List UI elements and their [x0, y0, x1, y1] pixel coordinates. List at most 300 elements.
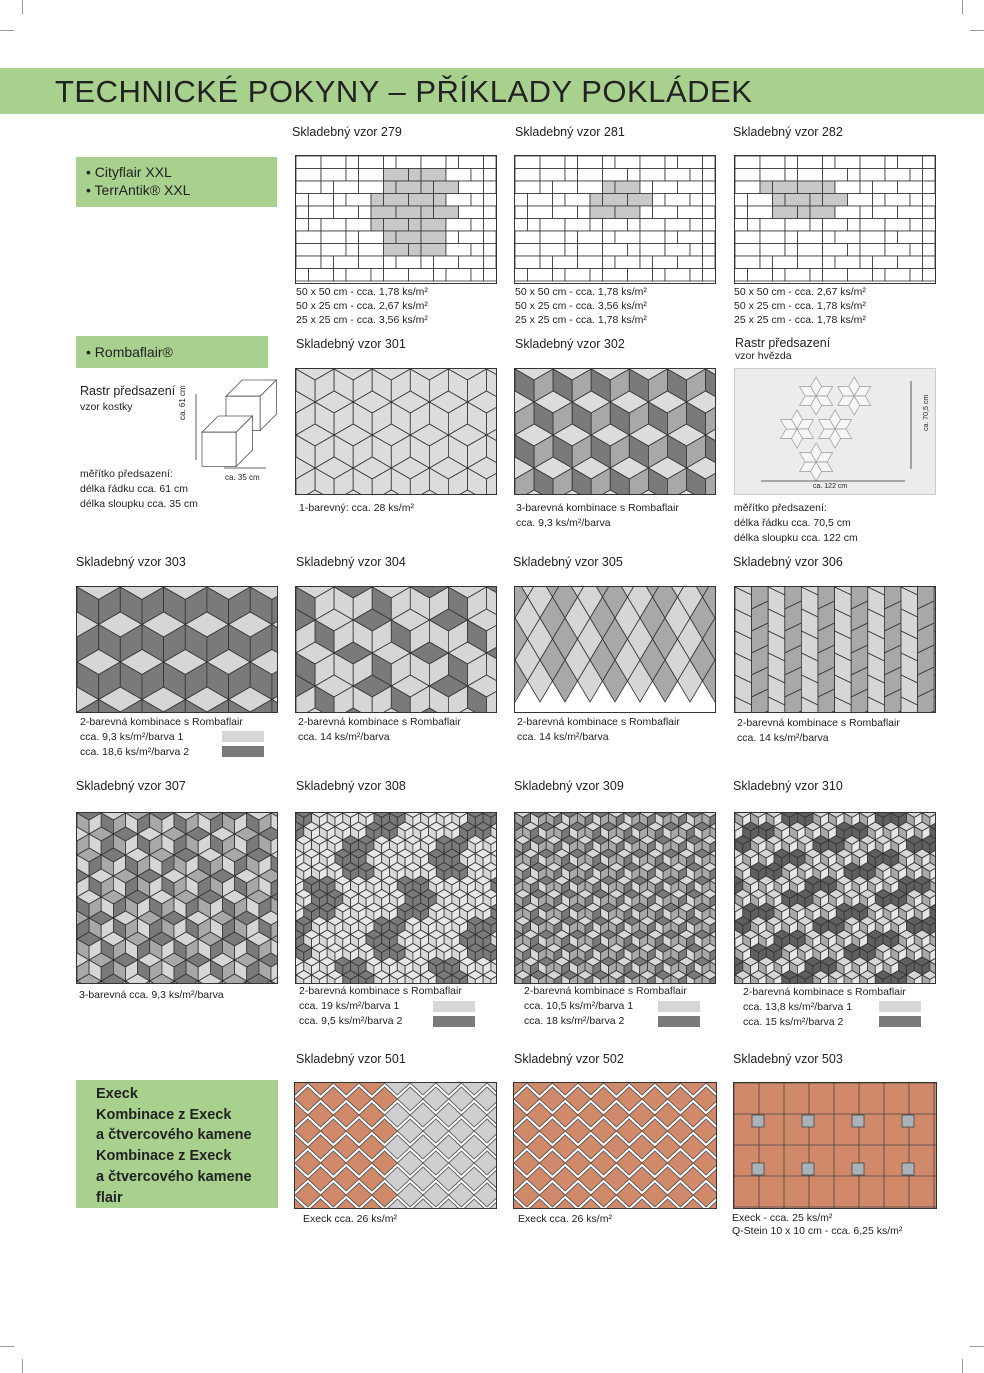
q-stein-tile: [752, 1163, 764, 1175]
pattern-info: [296, 285, 428, 327]
group-item: flair: [96, 1189, 123, 1206]
tile: [565, 169, 578, 182]
tile: [735, 269, 748, 282]
tile: [384, 181, 397, 194]
tile: [603, 169, 628, 182]
tile: [384, 231, 397, 244]
tile: [923, 244, 936, 257]
info-line: 50 x 25 cm - cca. 3,56 ks/m²: [515, 300, 647, 312]
pattern-303: [76, 586, 278, 713]
pattern-label: Skladebný vzor 302: [515, 337, 625, 351]
tile: [640, 156, 665, 169]
cube-label: Rastr předsazení: [80, 384, 176, 398]
info-line: 25 x 25 cm - cca. 3,56 ks/m²: [296, 314, 428, 326]
q-stein-tile: [902, 1163, 914, 1175]
tile: [334, 269, 347, 282]
tile: [515, 169, 540, 182]
color-swatch-dark: [433, 1016, 475, 1027]
tile: [321, 219, 346, 232]
tile: [359, 206, 372, 219]
tile: [885, 231, 898, 244]
tile: [359, 244, 384, 257]
tile: [665, 244, 690, 257]
tile: [665, 219, 690, 232]
tile: [640, 219, 665, 232]
tile: [484, 269, 497, 282]
pattern-308: [295, 812, 497, 984]
tile: [334, 256, 359, 269]
tile: [384, 256, 397, 269]
tile: [515, 181, 540, 194]
tile: [848, 219, 861, 232]
tile: [384, 194, 409, 207]
info-line: délka řádku cca. 61 cm: [80, 483, 188, 495]
tile: [515, 156, 540, 169]
tile: [346, 194, 371, 207]
tile: [735, 181, 760, 194]
tile: [748, 219, 761, 232]
tile: [434, 194, 447, 207]
pattern-502: [513, 1082, 717, 1209]
tile: [321, 231, 346, 244]
tile: [665, 169, 690, 182]
tile: [898, 206, 923, 219]
page-title: TECHNICKÉ POKYNY – PŘÍKLADY POKLÁDEK: [55, 74, 753, 109]
tile: [296, 231, 321, 244]
tile: [615, 231, 640, 244]
tile: [798, 244, 823, 257]
tile: [371, 269, 384, 282]
tile: [590, 269, 603, 282]
info-line: Q-Stein 10 x 10 cm - cca. 6,25 ks/m²: [732, 1225, 903, 1237]
pattern-503: [733, 1082, 937, 1209]
tile: [565, 156, 578, 169]
tile: [860, 219, 885, 232]
tile: [848, 194, 873, 207]
pattern-info: [734, 285, 866, 327]
tile: [484, 156, 497, 169]
tile: [735, 231, 760, 244]
tile: [359, 256, 384, 269]
info-line: cca. 19 ks/m²/barva 1: [299, 1000, 400, 1012]
tile: [346, 156, 359, 169]
tile: [898, 181, 923, 194]
color-swatch-dark: [222, 746, 264, 757]
tile: [835, 256, 860, 269]
tile: [678, 181, 703, 194]
tile: [603, 181, 616, 194]
tile: [540, 169, 565, 182]
tile: [690, 244, 703, 257]
info-line: Execk - cca. 25 ks/m²: [732, 1212, 833, 1224]
tile: [703, 156, 716, 169]
pattern-label: Rastr předsazení: [735, 336, 831, 350]
pattern-label: Skladebný vzor 301: [296, 337, 406, 351]
tile: [421, 219, 446, 232]
pattern-label: Skladebný vzor 281: [515, 125, 625, 139]
tile: [703, 244, 716, 257]
group-box-cityflair: [76, 157, 277, 207]
crop-mark: [962, 1359, 963, 1373]
tile: [484, 194, 497, 207]
tile: [798, 169, 823, 182]
tile: [773, 206, 798, 219]
tile: [860, 256, 873, 269]
tile: [665, 194, 690, 207]
info-line: cca. 14 ks/m²/barva: [517, 731, 609, 743]
tile: [810, 206, 835, 219]
tile: [578, 206, 591, 219]
tile: [553, 269, 566, 282]
pattern-sublabel: vzor hvězda: [735, 350, 792, 362]
tile: [760, 244, 785, 257]
tile: [396, 231, 421, 244]
tile: [823, 219, 848, 232]
tile: [910, 219, 923, 232]
tile: [371, 219, 384, 232]
info-line: cca. 15 ks/m²/barva 2: [743, 1016, 844, 1028]
group-item: • Cityflair XXL: [86, 164, 172, 180]
pattern-label: Skladebný vzor 307: [76, 779, 186, 793]
tile: [873, 181, 898, 194]
crop-mark: [0, 1346, 14, 1347]
pattern-309: [514, 812, 716, 984]
tile: [678, 156, 703, 169]
tile: [421, 169, 446, 182]
tile: [885, 244, 910, 257]
tile: [690, 194, 703, 207]
tile: [628, 269, 653, 282]
pattern-label: Skladebný vzor 306: [733, 555, 843, 569]
tile: [409, 244, 422, 257]
tile: [773, 269, 786, 282]
tile: [421, 231, 446, 244]
tile: [578, 181, 603, 194]
tile: [346, 269, 371, 282]
q-stein-tile: [802, 1115, 814, 1127]
pattern-star: [734, 368, 936, 495]
tile: [653, 256, 678, 269]
tile: [615, 181, 640, 194]
tile: [885, 219, 910, 232]
q-stein-tile: [852, 1163, 864, 1175]
tile: [446, 194, 471, 207]
tile: [848, 169, 861, 182]
tile: [615, 206, 640, 219]
tile: [446, 169, 471, 182]
tile: [396, 156, 421, 169]
tile: [434, 269, 447, 282]
tile: [484, 244, 497, 257]
tile: [885, 156, 898, 169]
tile: [346, 231, 359, 244]
tile: [434, 206, 459, 219]
tile: [785, 219, 810, 232]
tile: [823, 194, 848, 207]
tile: [309, 219, 322, 232]
tile: [321, 181, 334, 194]
tile: [296, 169, 321, 182]
cube-info: [80, 467, 198, 512]
tile: [760, 219, 785, 232]
tile: [823, 231, 836, 244]
tile: [540, 256, 553, 269]
tile: [810, 269, 823, 282]
tile: [421, 181, 434, 194]
tile: [703, 169, 716, 182]
tile: [459, 156, 484, 169]
tile: [296, 219, 309, 232]
tile: [860, 169, 885, 182]
tile: [910, 169, 923, 182]
tile: [590, 219, 603, 232]
tile: [860, 231, 885, 244]
tile: [703, 256, 716, 269]
tile: [515, 206, 528, 219]
crop-mark: [970, 1346, 984, 1347]
crop-mark: [962, 0, 963, 14]
info-line: cca. 14 ks/m²/barva: [737, 732, 829, 744]
pattern-bg: [734, 1083, 936, 1208]
tile: [628, 244, 641, 257]
cube-dim-vertical: ca. 61 cm: [178, 385, 187, 420]
pattern-label: Skladebný vzor 305: [513, 555, 623, 569]
tile: [910, 194, 923, 207]
pattern-info: [732, 1212, 902, 1238]
tile: [748, 206, 773, 219]
tile: [421, 156, 446, 169]
info-line: 2-barevná kombinace s Rombaflair: [743, 986, 906, 998]
tile: [603, 219, 628, 232]
tile: [773, 181, 798, 194]
star-dim-vertical: ca. 70,5 cm: [923, 394, 930, 431]
tile: [798, 181, 823, 194]
tile: [760, 169, 785, 182]
tile: [603, 256, 616, 269]
info-line: cca. 13,8 ks/m²/barva 1: [743, 1001, 853, 1013]
pattern-310: [734, 812, 936, 984]
tile: [346, 169, 359, 182]
tile: [515, 194, 528, 207]
group-item: • Rombaflair®: [86, 344, 173, 360]
tile: [540, 181, 553, 194]
tile: [873, 256, 898, 269]
tile: [603, 269, 628, 282]
tile: [810, 194, 823, 207]
tile: [471, 169, 484, 182]
pattern-301: [295, 368, 497, 495]
tile: [359, 181, 384, 194]
tile: [665, 156, 678, 169]
info-line: 3-barevná kombinace s Rombaflair: [516, 502, 679, 514]
tile: [835, 231, 860, 244]
tile: [910, 269, 923, 282]
tile: [371, 206, 396, 219]
group-item: Execk: [96, 1086, 138, 1102]
tile: [384, 169, 409, 182]
tile: [848, 269, 873, 282]
tile: [528, 194, 553, 207]
tile: [384, 156, 397, 169]
tile: [296, 206, 309, 219]
tile: [371, 194, 384, 207]
tile: [760, 231, 785, 244]
tile: [873, 194, 886, 207]
tile: [384, 244, 409, 257]
tile: [640, 169, 665, 182]
pattern-info: [516, 501, 679, 531]
pattern-label: Skladebný vzor 304: [296, 555, 406, 569]
tile: [540, 244, 565, 257]
tile: [603, 156, 616, 169]
tile: [653, 194, 666, 207]
tile: [515, 219, 528, 232]
tile: [823, 156, 836, 169]
tile: [773, 256, 798, 269]
tile: [760, 256, 773, 269]
tile: [785, 194, 810, 207]
tile: [484, 219, 497, 232]
tile: [860, 156, 885, 169]
pattern-label: Skladebný vzor 282: [733, 125, 843, 139]
info-line: měřítko předsazení:: [80, 468, 173, 480]
tile: [703, 269, 716, 282]
tile: [735, 219, 748, 232]
tile: [923, 219, 936, 232]
info-line: 2-barevná kombinace s Rombaflair: [299, 985, 462, 997]
tile: [703, 206, 716, 219]
info-line: 50 x 50 cm - cca. 1,78 ks/m²: [515, 286, 647, 298]
tile: [553, 194, 566, 207]
tile: [665, 231, 678, 244]
tile: [296, 269, 309, 282]
tile: [703, 181, 716, 194]
crop-mark: [0, 30, 14, 31]
tile: [578, 231, 603, 244]
tile: [321, 156, 346, 169]
group-box-execk: [76, 1080, 278, 1208]
tile: [798, 206, 811, 219]
color-swatch-light: [433, 1001, 475, 1012]
tile: [703, 219, 716, 232]
tile: [515, 244, 540, 257]
tile: [309, 194, 334, 207]
tile: [471, 244, 484, 257]
tile: [321, 244, 346, 257]
tile: [434, 181, 459, 194]
tile: [484, 169, 497, 182]
tile: [421, 256, 434, 269]
tile: [396, 206, 421, 219]
tile: [471, 194, 484, 207]
tile: [823, 169, 848, 182]
group-item: Kombinace z Execk: [96, 1148, 232, 1165]
tile: [603, 244, 628, 257]
tile: [823, 256, 836, 269]
pattern-info: 1-barevný: cca. 28 ks/m²: [299, 502, 414, 514]
tile: [459, 181, 484, 194]
tile: [603, 231, 616, 244]
tile: [471, 269, 484, 282]
group-text-execk: [96, 1084, 252, 1208]
tile: [471, 219, 484, 232]
tile: [359, 156, 384, 169]
cube-face: [202, 432, 236, 466]
tile: [565, 244, 578, 257]
group-item: • TerrAntik® XXL: [86, 182, 191, 198]
tile: [835, 181, 860, 194]
tile: [678, 206, 703, 219]
tile: [484, 231, 497, 244]
tile: [760, 181, 773, 194]
star-dim-horizontal: ca. 122 cm: [813, 483, 848, 490]
tile: [748, 194, 773, 207]
tile: [590, 206, 615, 219]
tile: [565, 219, 590, 232]
tile: [923, 206, 936, 219]
cube-sublabel: vzor kostky: [80, 401, 133, 413]
tile: [296, 256, 321, 269]
tile: [359, 231, 384, 244]
tile: [628, 194, 653, 207]
pattern-label: Skladebný vzor 310: [733, 779, 843, 793]
tile: [484, 256, 497, 269]
tile: [334, 206, 359, 219]
q-stein-tile: [752, 1115, 764, 1127]
tile: [528, 206, 553, 219]
tile: [823, 244, 848, 257]
tile: [409, 169, 422, 182]
pattern-label: Skladebný vzor 503: [733, 1052, 843, 1066]
info-line: cca. 10,5 ks/m²/barva 1: [524, 1000, 634, 1012]
tile: [384, 219, 409, 232]
info-line: 50 x 25 cm - cca. 2,67 ks/m²: [296, 300, 428, 312]
group-item: a čtvercového kamene: [96, 1168, 252, 1185]
tile: [421, 244, 446, 257]
tile: [860, 206, 873, 219]
tile: [848, 244, 861, 257]
tile: [565, 231, 578, 244]
info-line: 2-barevná kombinace s Rombaflair: [524, 985, 687, 997]
pattern-281: [514, 155, 716, 284]
tile: [898, 256, 923, 269]
info-line: cca. 9,5 ks/m²/barva 2: [299, 1015, 403, 1027]
info-line: 2-barevná kombinace s Rombaflair: [517, 716, 680, 728]
tile: [409, 194, 434, 207]
info-line: 25 x 25 cm - cca. 1,78 ks/m²: [515, 314, 647, 326]
tile: [735, 169, 760, 182]
tile: [346, 219, 371, 232]
tile: [359, 169, 384, 182]
q-stein-tile: [852, 1115, 864, 1127]
tile: [309, 206, 334, 219]
pattern-label: Skladebný vzor 501: [296, 1052, 406, 1066]
tile: [296, 156, 321, 169]
pattern-302: [514, 368, 716, 495]
tile: [484, 206, 497, 219]
cube-dim-horizontal: ca. 35 cm: [225, 473, 260, 482]
tile: [334, 181, 359, 194]
color-swatch-light: [879, 1001, 921, 1012]
pattern-label: Skladebný vzor 279: [292, 125, 402, 139]
tile: [653, 269, 666, 282]
tile: [515, 256, 540, 269]
tile: [735, 206, 748, 219]
tile: [296, 181, 321, 194]
tile: [785, 156, 798, 169]
pattern-info: [298, 715, 461, 745]
info-line: 2-barevná kombinace s Rombaflair: [298, 716, 461, 728]
